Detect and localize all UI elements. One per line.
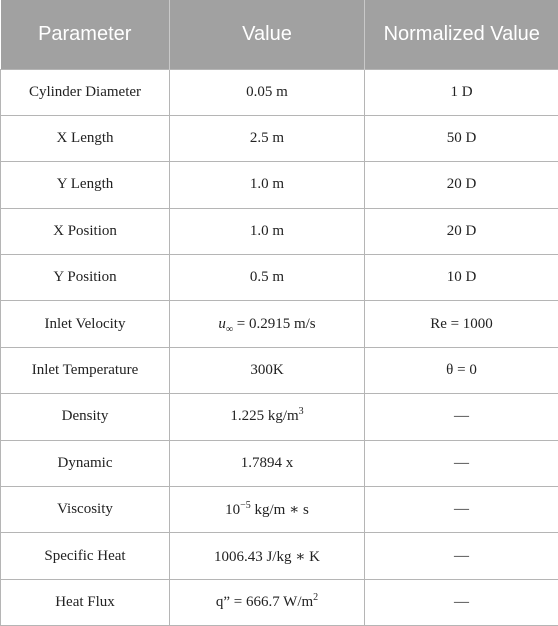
- table-row: [1, 440, 558, 486]
- cell-normalized: θ = 0: [365, 347, 558, 393]
- cell-normalized: —: [365, 487, 558, 533]
- cell-value: 2.5 m: [170, 115, 365, 161]
- cell-normalized: 50 D: [365, 115, 558, 161]
- table-row: [1, 301, 558, 347]
- table-row: [1, 533, 558, 579]
- cell-normalized: —: [365, 579, 558, 625]
- cell-value: 1006.43 J/kg ∗ K: [170, 533, 365, 579]
- header-parameter: Parameter: [1, 0, 170, 69]
- table-row: [1, 115, 558, 161]
- cell-parameter: Inlet Velocity: [1, 301, 170, 347]
- table-row: [1, 394, 558, 440]
- viscosity-exponent: −5: [240, 500, 251, 512]
- cell-parameter: Specific Heat: [1, 533, 170, 579]
- cell-normalized: —: [365, 394, 558, 440]
- cell-normalized: 1 D: [365, 69, 558, 115]
- table-body: [1, 69, 558, 626]
- density-base: 1.225 kg/m: [230, 408, 299, 425]
- viscosity-base: 10: [225, 502, 241, 519]
- header-normalized-value: Normalized Value: [365, 0, 558, 69]
- cell-normalized: —: [365, 533, 558, 579]
- cell-normalized: 20 D: [365, 162, 558, 208]
- cell-value: 1.7894 x: [170, 440, 365, 486]
- header-value: Value: [170, 0, 365, 69]
- heat-flux-exponent: 2: [313, 591, 319, 603]
- cell-value: [170, 394, 365, 440]
- table-row: [1, 487, 558, 533]
- cell-value: 0.05 m: [170, 69, 365, 115]
- table-row: [1, 69, 558, 115]
- heat-flux-base: q” = 666.7 W/m: [215, 593, 314, 610]
- cell-parameter: Inlet Temperature: [1, 347, 170, 393]
- table-row: [1, 579, 558, 625]
- cell-normalized: 10 D: [365, 255, 558, 301]
- viscosity-unit: kg/m ∗ s: [250, 502, 309, 519]
- cell-value: 300K: [170, 347, 365, 393]
- table-row: [1, 208, 558, 254]
- header-row: [1, 0, 558, 69]
- velocity-value: = 0.2915 m/s: [233, 315, 316, 332]
- cell-value: 1.0 m: [170, 162, 365, 208]
- infinity-subscript: ∞: [225, 323, 233, 335]
- cell-normalized: Re = 1000: [365, 301, 558, 347]
- table-header: [1, 0, 558, 69]
- cell-parameter: Heat Flux: [1, 579, 170, 625]
- cell-value: [170, 301, 365, 347]
- cell-parameter: Y Length: [1, 162, 170, 208]
- table-row: [1, 255, 558, 301]
- table-row: [1, 162, 558, 208]
- cell-value: [170, 579, 365, 625]
- table-row: [1, 347, 558, 393]
- cell-parameter: Dynamic: [1, 440, 170, 486]
- cell-parameter: X Length: [1, 115, 170, 161]
- cell-parameter: Cylinder Diameter: [1, 69, 170, 115]
- cell-parameter: Viscosity: [1, 487, 170, 533]
- cell-value: 1.0 m: [170, 208, 365, 254]
- velocity-symbol: u: [218, 315, 226, 332]
- cell-value: [170, 487, 365, 533]
- cell-parameter: Y Position: [1, 255, 170, 301]
- cell-parameter: Density: [1, 394, 170, 440]
- cell-parameter: X Position: [1, 208, 170, 254]
- cell-normalized: —: [365, 440, 558, 486]
- density-exponent: 3: [298, 406, 304, 418]
- cell-normalized: 20 D: [365, 208, 558, 254]
- cell-value: 0.5 m: [170, 255, 365, 301]
